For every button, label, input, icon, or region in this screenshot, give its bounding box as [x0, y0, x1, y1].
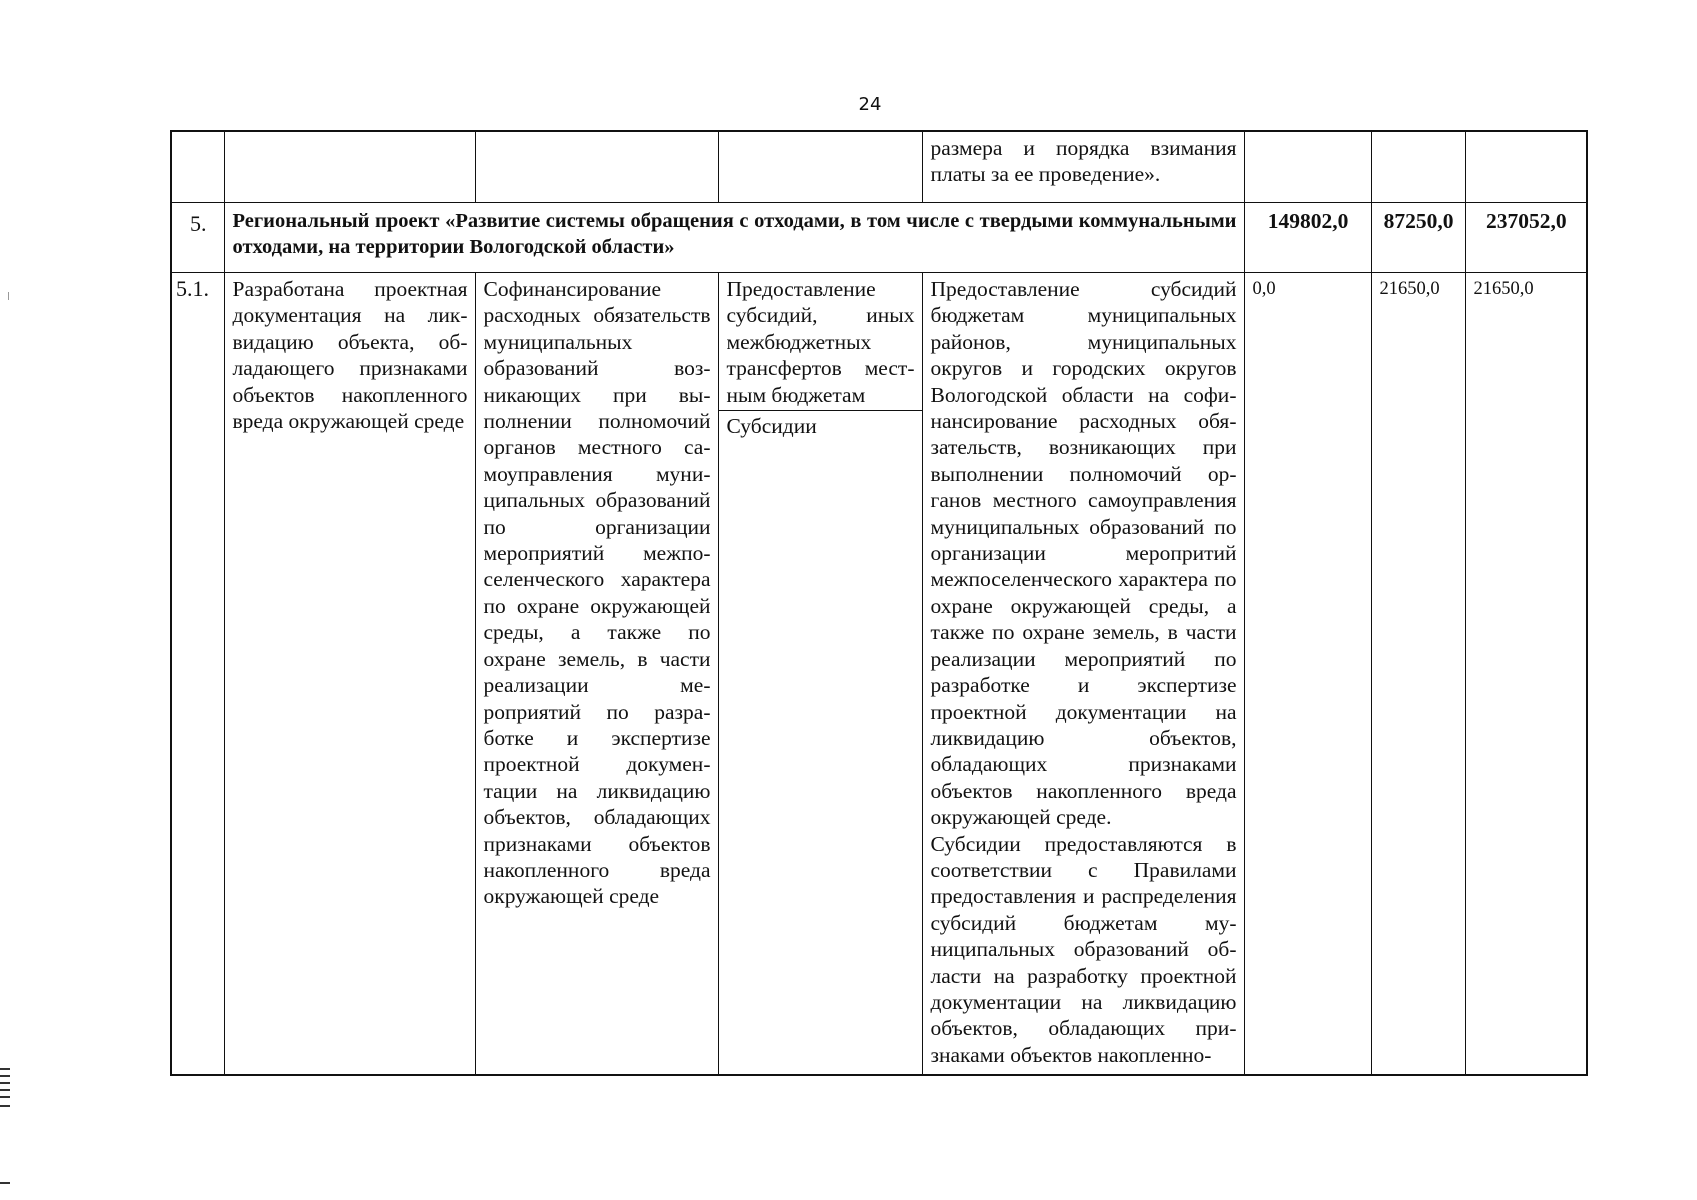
- cell-value-2-empty: [1371, 131, 1465, 203]
- item-value-3: 21650,0: [1465, 273, 1587, 1076]
- scan-edge-mark: [0, 1075, 10, 1077]
- scan-edge-mark: [0, 1089, 10, 1091]
- cell-result-empty: [224, 131, 475, 203]
- scan-edge-mark: [0, 1105, 10, 1107]
- section-value-3: 237052,0: [1465, 203, 1587, 273]
- scan-edge-mark: [0, 1082, 10, 1084]
- table-row-section: [171, 203, 1587, 273]
- item-mechanism-paragraph-1: Предоставление субсидий бюджетам муниципальных районов, муниципальных округов и городских округов Вологодской области на софинансирование расходных обязательств, возникающих при выполнении полномочий органов местного самоуправления муниципальных образований по организации меропритий межпоселенческого характера по охране окружающей среды, а также по охране земель, в части реализации мероприятий по разработке и экспертизе проектной документации на ликвидацию объектов, обладающих признаками объектов накопленного вреда окружающей среде.: [930, 277, 1237, 830]
- cell-number-empty: [171, 131, 224, 203]
- program-table: [170, 130, 1588, 1076]
- item-mechanism-paragraph-2: Субсидии предоставляются в соответствии с Правилами предоставления и распределения субсидий бюджетам муниципальных образований области на разработку проектной документации на ликвидацию объектов, обладающих признаками объектов накопленно-: [930, 831, 1237, 1067]
- section-title: Региональный проект «Развитие системы обращения с отходами, в том числе с твердыми коммунальными отходами, на территории Вологодской области»: [224, 203, 1244, 273]
- cell-task-empty: [475, 131, 718, 203]
- item-result: Разработана проектная документация на ликвидацию объекта, обладающего признаками объектов накопленного вреда окружающей среде: [224, 273, 475, 1076]
- item-value-2: 21650,0: [1371, 273, 1465, 1076]
- section-value-1: 149802,0: [1244, 203, 1371, 273]
- item-task: Софинансирование расходных обязательств муниципальных образований возникающих при выполнении полномочий органов местного самоуправления муниципальных образований по организации мероприятий межпоселенческого характера по охране окружающей среды, а также по охране земель, в части реализации мероприятий по разработке и экспертизе проектной документации на ликвидацию объектов, обладающих признаками объектов накопленного вреда окружающей среде: [475, 273, 718, 1076]
- cell-measure-empty: [718, 131, 922, 203]
- item-value-1: 0,0: [1244, 273, 1371, 1076]
- section-value-2: 87250,0: [1371, 203, 1465, 273]
- scan-edge-mark: [0, 1096, 10, 1098]
- cell-mechanism-continuation: размера и порядка взимания платы за ее проведение».: [922, 131, 1244, 203]
- item-measure-type: Предоставление субсидий, иных межбюджетных трансфертов местным бюджетам: [719, 273, 922, 411]
- page-number: 24: [858, 94, 882, 115]
- item-mechanism: [922, 273, 1244, 1076]
- item-measure: [718, 273, 922, 1076]
- cell-value-3-empty: [1465, 131, 1587, 203]
- table-row-continuation: [171, 131, 1587, 203]
- item-measure-subtype: Субсидии: [726, 414, 817, 439]
- scan-edge-mark: [8, 292, 9, 300]
- scan-edge-mark: [0, 1182, 10, 1184]
- item-number: 5.1.: [171, 273, 224, 1076]
- cell-value-1-empty: [1244, 131, 1371, 203]
- table-row-item: [171, 273, 1587, 1076]
- scan-edge-mark: [0, 1068, 10, 1070]
- section-number: 5.: [171, 203, 224, 273]
